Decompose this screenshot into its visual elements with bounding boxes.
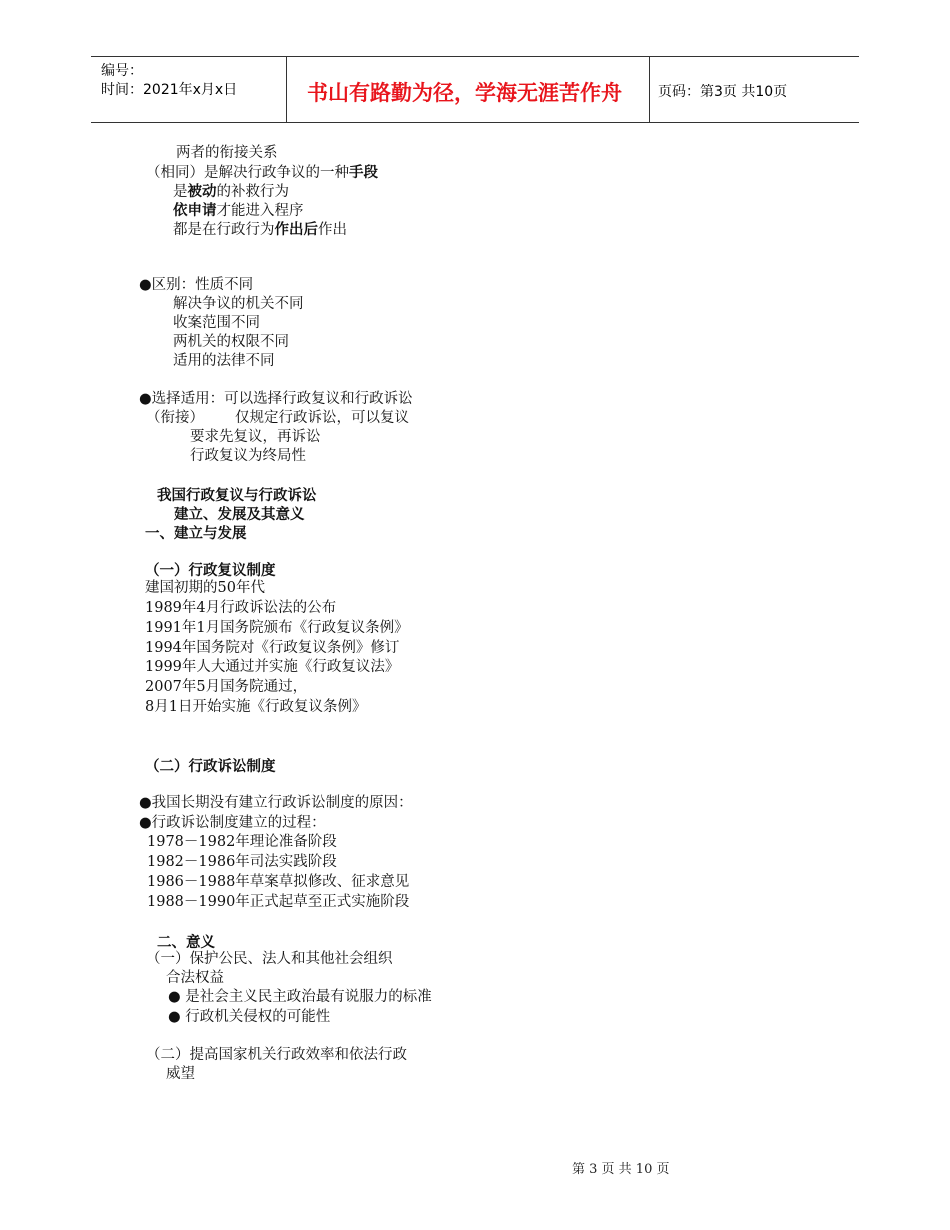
text-line: 1991年1月国务院颁布《行政复议条例》 [145, 620, 409, 636]
text-line: 适用的法律不同 [173, 353, 275, 369]
bold-term: 手段 [349, 164, 378, 181]
header-motto: 书山有路勤为径，学海无涯苦作舟 [307, 81, 622, 105]
text-line: 行政复议为终局性 [190, 448, 306, 464]
bullet-line: ● 行政机关侵权的可能性 [168, 1009, 331, 1025]
text-line: （一）保护公民、法人和其他社会组织 [146, 951, 393, 967]
text-line: 要求先复议，再诉讼 [190, 429, 321, 445]
text-line [173, 182, 289, 202]
header-divider-right [649, 56, 650, 123]
text-line: 1999年人大通过并实施《行政复议法》 [145, 659, 400, 675]
text-line: 收案范围不同 [173, 315, 260, 331]
section-heading: 建立、发展及其意义 [174, 507, 305, 523]
section-heading: 一、建立与发展 [145, 526, 247, 542]
text-line [146, 163, 378, 183]
text-line: 1989年4月行政诉讼法的公布 [145, 600, 337, 616]
text-line: 1978－1982年理论准备阶段 [147, 834, 337, 850]
bold-term: 作出后 [274, 221, 318, 238]
text-line: （衔接） [146, 410, 204, 426]
bold-term: 被动 [187, 183, 217, 200]
text-span: 才能进入程序 [216, 203, 304, 219]
text-line: 仅规定行政诉讼，可以复议 [235, 410, 409, 426]
text-line: 1988－1990年正式起草至正式实施阶段 [147, 894, 410, 910]
text-line: 1994年国务院对《行政复议条例》修订 [145, 640, 400, 656]
text-line: 8月1日开始实施《行政复议条例》 [145, 699, 367, 715]
bullet-line: ●区别：性质不同 [139, 277, 254, 293]
subsection-heading: （一）行政复议制度 [145, 563, 276, 579]
bold-term: 依申请 [173, 202, 217, 219]
text-line: 解决争议的机关不同 [173, 296, 304, 312]
header-time-label: 时间：2021年x月x日 [101, 82, 238, 98]
text-line: 1986－1988年草案草拟修改、征求意见 [147, 874, 410, 890]
text-span: 都是在行政行为 [173, 222, 275, 238]
page-footer: 第 3 页 共 10 页 [572, 1162, 670, 1177]
text-line [173, 201, 304, 221]
text-line: 1982－1986年司法实践阶段 [147, 854, 337, 870]
text-span: 作出 [318, 222, 347, 238]
bullet-line: ●我国长期没有建立行政诉讼制度的原因： [139, 795, 413, 811]
section-heading: 二、意义 [157, 935, 215, 951]
header-divider-left [286, 56, 287, 123]
text-line [173, 220, 347, 240]
text-line: 威望 [166, 1066, 195, 1082]
subsection-heading: （二）行政诉讼制度 [145, 759, 276, 775]
section-heading: 我国行政复议与行政诉讼 [157, 488, 317, 504]
header-number-label: 编号： [101, 63, 143, 79]
text-line: 两者的衔接关系 [176, 145, 278, 161]
text-span: 的补救行为 [216, 184, 289, 200]
text-line: 两机关的权限不同 [173, 334, 289, 350]
text-line: （二）提高国家机关行政效率和依法行政 [146, 1047, 407, 1063]
bullet-line: ●行政诉讼制度建立的过程： [139, 815, 326, 831]
text-line: 合法权益 [166, 970, 224, 986]
text-line: 2007年5月国务院通过， [145, 679, 308, 695]
header-page-info: 页码：第3页 共10页 [658, 84, 788, 100]
text-line: 建国初期的50年代 [145, 580, 265, 596]
header-bottom-rule [91, 122, 859, 123]
text-span: （相同）是解决行政争议的一种 [146, 165, 349, 181]
text-span: 是 [173, 184, 188, 200]
bullet-line: ● 是社会主义民主政治最有说服力的标准 [168, 989, 432, 1005]
header-top-rule [91, 56, 859, 57]
bullet-line: ●选择适用：可以选择行政复议和行政诉讼 [139, 391, 413, 407]
